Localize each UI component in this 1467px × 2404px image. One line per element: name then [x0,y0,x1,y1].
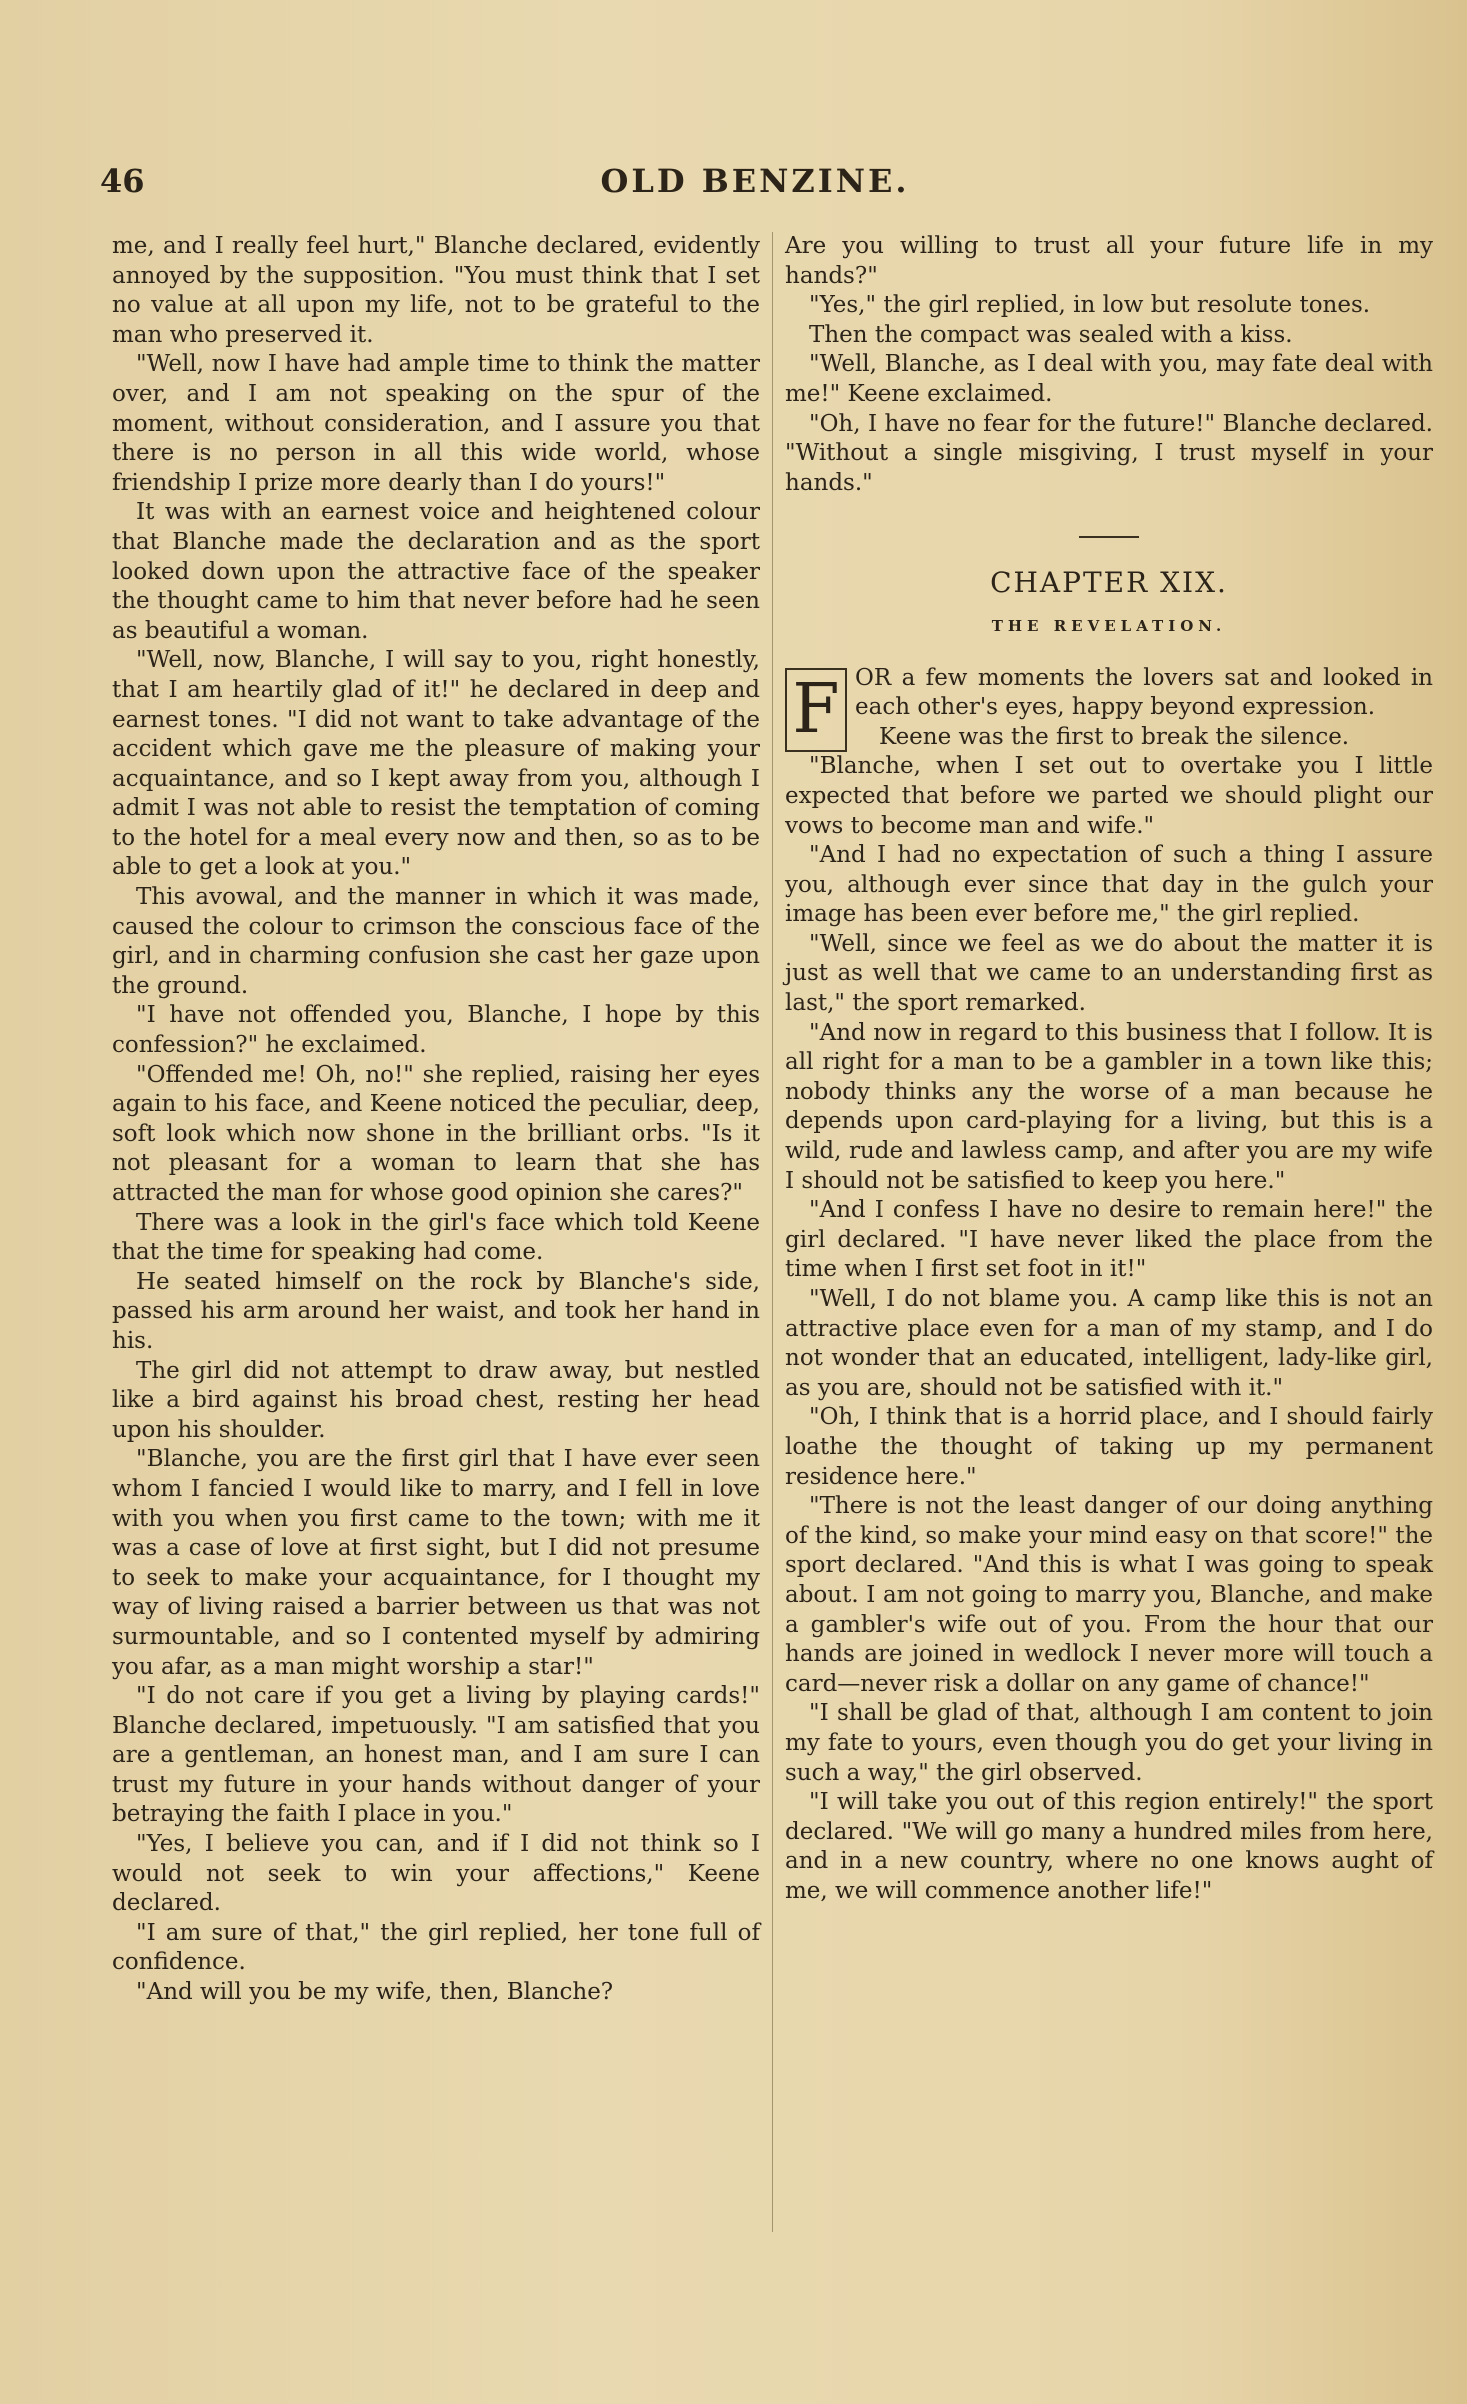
paragraph: This avowal, and the manner in which it was made, caused the colour to crimson the conscious face of the girl, and in charming confusion she cast her gaze upon the ground. [112,884,760,999]
left-column [112,232,760,2008]
paragraph: "Well, I do not blame you. A camp like this is not an attractive place even for a man of my stamp, and I do not wonder that an educated, intelligent, lady-like girl, as you are, should not be satisfied with it." [785,1286,1433,1401]
drop-cap: F [785,668,847,752]
paragraph: "And will you be my wife, then, Blanche? [136,1979,614,2006]
paragraph: "And I confess I have no desire to remain here!" the girl declared. "I have never liked the place from the time when I first set foot in it!" [785,1197,1433,1283]
paragraph: "Oh, I think that is a horrid place, and I should fairly loathe the thought of taking up my permanent residence here." [785,1404,1433,1490]
paragraph: "Well, now I have had ample time to think the matter over, and I am not speaking on the spur of the moment, without consideration, and I assure you that there is no person in all this wide world, whose friendship I prize more dearly than I do yours!" [112,351,760,496]
paragraph: "I have not offended you, Blanche, I hope by this confession?" he exclaimed. [112,1002,760,1059]
paragraph: "Yes, I believe you can, and if I did not think so I would not seek to win your affections," Keene declared. [112,1831,760,1917]
chapter-title: CHAPTER XIX. [990,566,1228,600]
paragraph: "I am sure of that," the girl replied, her tone full of confidence. [112,1919,760,1976]
paragraph: "Well, now, Blanche, I will say to you, right honestly, that I am heartily glad of it!" he declared in deep and earnest tones. "I did not want to take advantage of the accident which gave me the pleasure of making your acquaintance, and so I kept away from you, although I admit I was not able to resist the temptation of coming to the hotel for a meal every now and then, so as to be able to get a look at you." [112,647,760,881]
paragraph: He seated himself on the rock by Blanche's side, passed his arm around her waist, and took her hand in his. [112,1268,760,1354]
running-title: OLD BENZINE. [600,162,910,200]
paragraph: "I shall be glad of that, although I am content to join my fate to yours, even though you do get your living in such a way," the girl observed. [785,1700,1433,1786]
opening-text: OR a few moments the lovers sat and looked in each other's eyes, happy beyond expression. [855,664,1433,721]
paragraph: Are you willing to trust all your future life in my hands?" [785,233,1433,289]
right-column [785,232,1433,1906]
paragraph: "I will take you out of this region entirely!" the sport declared. "We will go many a hundred miles from here, and in a new country, where no one knows aught of me, we will commence another life!" [785,1789,1433,1904]
paragraph: "Well, Blanche, as I deal with you, may fate deal with me!" Keene exclaimed. [785,351,1433,407]
paragraph: "Blanche, you are the first girl that I have ever seen whom I fancied I would like to marry, and I fell in love with you when you first came to the town; with me it was a case of love at first sight, but I did not presume to seek to make your acquaintance, for I thought my way of living raised a barrier between us that was not surmountable, and so I contented myself by admiring you afar, as a man might worship a star!" [112,1446,760,1680]
paragraph: "And now in regard to this business that I follow. It is all right for a man to be a gambler in a town like this; nobody thinks any the worse of a man because he depends upon card-playing for a living, but this is a wild, rude and lawless camp, and after you are my wife I should not be satisfied to keep you here." [785,1019,1433,1194]
paragraph: "Well, since we feel as we do about the matter it is just as well that we came to an understanding first as last," the sport remarked. [785,930,1433,1017]
paragraph: Then the compact was sealed with a kiss. [809,321,1293,348]
page-header [100,162,1410,202]
chapter-subtitle: THE REVELATION. [991,616,1227,635]
paragraph: The girl did not attempt to draw away, but nestled like a bird against his broad chest, resting her head upon his shoulder. [112,1357,760,1443]
paragraph: "I do not care if you get a living by playing cards!" Blanche declared, impetuously. "I am satisfied that you are a gentleman, an honest man, and I am sure I can trust my future in your hands without danger of your betraying the faith I place in you." [112,1683,760,1828]
paragraph: "And I had no expectation of such a thing I assure you, although ever since that day in the gulch your image has been ever before me," the girl replied. [785,842,1433,928]
paragraph: "Oh, I have no fear for the future!" Blanche declared. "Without a single misgiving, I trust myself in your hands." [785,410,1433,496]
paragraph: "Offended me! Oh, no!" she replied, raising her eyes again to his face, and Keene noticed the peculiar, deep, soft look which now shone in the brilliant orbs. "Is it not pleasant for a woman to learn that she has attracted the man for whose good opinion she cares?" [112,1061,760,1206]
paragraph: "There is not the least danger of our doing anything of the kind, so make your mind easy on that score!" the sport declared. "And this is what I was going to speak about. I am not going to marry you, Blanche, and make a gambler's wife out of you. From the hour that our hands are joined in wedlock I never more will touch a card—never risk a dollar on any game of chance!" [785,1493,1433,1697]
paragraph: "Yes," the girl replied, in low but resolute tones. [809,292,1371,319]
paragraph: Keene was the first to break the silence. [879,723,1350,750]
section-rule [1079,536,1139,538]
paragraph: "Blanche, when I set out to overtake you I little expected that before we parted we should plight our vows to become man and wife." [785,753,1433,839]
paragraph: It was with an earnest voice and heightened colour that Blanche made the declaration and as the sport looked down upon the attractive face of the speaker the thought came to him that never before had he seen as beautiful a woman. [112,499,760,644]
page-number: 46 [100,162,145,200]
paragraph: me, and I really feel hurt," Blanche declared, evidently annoyed by the supposition. "You must think that I set no value at all upon my life, not to be grateful to the man who preserved it. [112,233,760,348]
column-divider [772,232,773,2232]
paragraph: There was a look in the girl's face which told Keene that the time for speaking had come. [112,1209,760,1266]
